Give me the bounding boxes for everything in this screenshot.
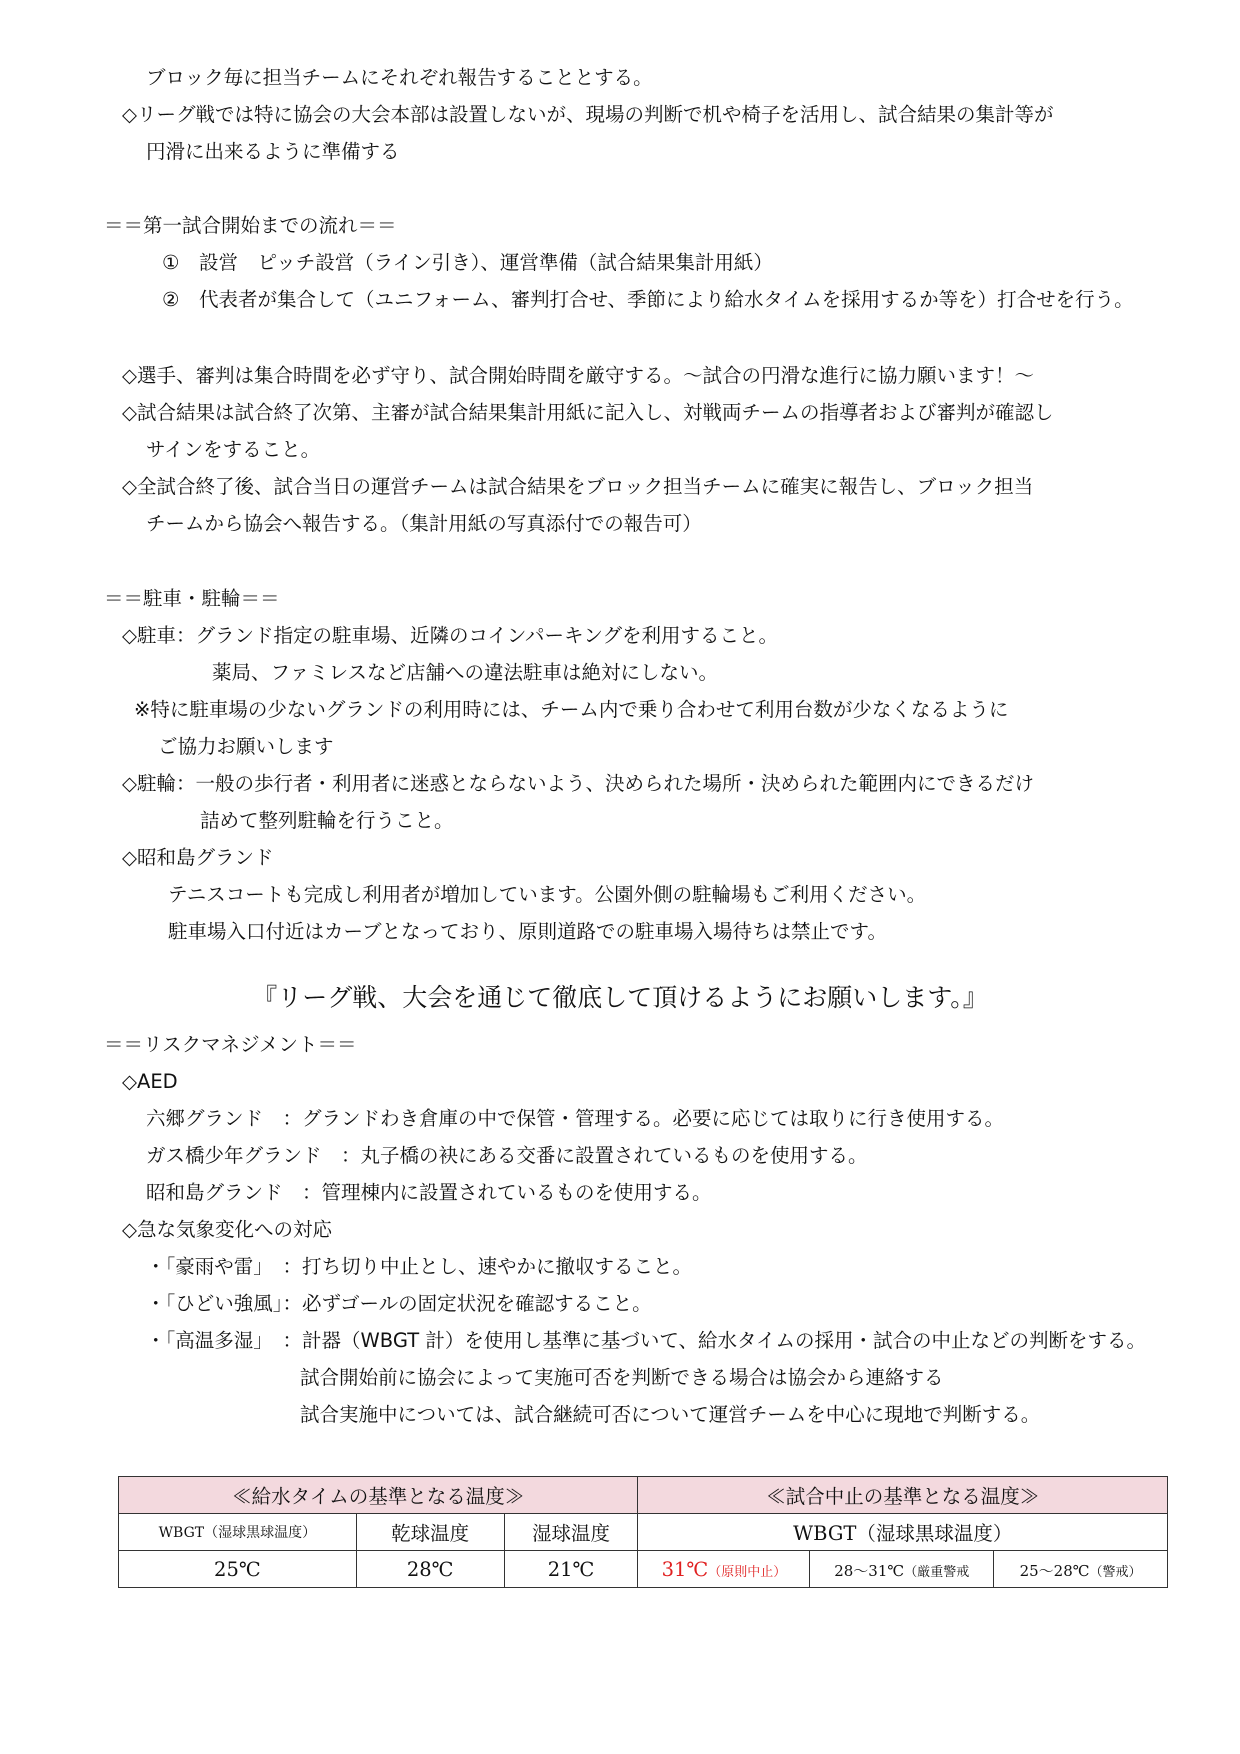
text-line: テニスコートも完成し利用者が増加しています。公園外側の駐輪場もご利用ください。 (168, 883, 927, 906)
text-line: ◇駐輪：一般の歩行者・利用者に迷惑とならないよう、決められた場所・決められた範囲内にできるだけ (122, 772, 1034, 795)
text-line: 駐車場入口付近はカーブとなっており、原則道路での駐車場入場待ちは禁止です。 (168, 920, 887, 943)
text-line: ◇選手、審判は集合時間を必ず守り、試合開始時間を厳守する。～試合の円滑な進行に協力願います！～ (122, 364, 1034, 387)
text-line: ◇リーグ戦では特に協会の大会本部は設置しないが、現場の判断で机や椅子を活用し、試合結果の集計等が (122, 103, 1054, 126)
water-break-criteria-header: ≪給水タイムの基準となる温度≫ (119, 1477, 638, 1514)
dry-bulb-column-header: 乾球温度 (356, 1514, 504, 1551)
text-line: 詰めて整列駐輪を行うこと。 (200, 809, 454, 832)
text-line: ・「豪雨や雷」 ：打ち切り中止とし、速やかに撤収すること。 (146, 1255, 693, 1278)
text-line: ◇全試合終了後、試合当日の運営チームは試合結果をブロック担当チームに確実に報告し、ブロック担当 (122, 475, 1034, 498)
text-line: ブロック毎に担当チームにそれぞれ報告することとする。 (146, 66, 653, 89)
severe-warning-note: （厳重警戒 (904, 1564, 970, 1580)
warning-cell (994, 1551, 1168, 1588)
dry-bulb-value: 28℃ (356, 1551, 504, 1588)
text-line: ◇AED (122, 1070, 178, 1093)
section-heading: ＝＝第一試合開始までの流れ＝＝ (104, 214, 397, 237)
wet-bulb-value: 21℃ (504, 1551, 638, 1588)
text-line: ・「ひどい強風」：必ずゴールの固定状況を確認すること。 (146, 1292, 652, 1315)
match-stop-criteria-header: ≪試合中止の基準となる温度≫ (638, 1477, 1168, 1514)
section-heading: ＝＝リスクマネジメント＝＝ (104, 1033, 357, 1056)
stop-threshold-cell (638, 1551, 810, 1588)
text-line: ◇昭和島グランド (122, 846, 274, 869)
text-line: 薬局、ファミレスなど店舗への違法駐車は絶対にしない。 (212, 661, 719, 684)
text-line: ◇試合結果は試合終了次第、主審が試合結果集計用紙に記入し、対戦両チームの指導者および審判が確認し (122, 401, 1054, 424)
temperature-criteria-table (118, 1476, 1168, 1588)
text-line: ◇駐車：グランド指定の駐車場、近隣のコインパーキングを利用すること。 (122, 624, 778, 647)
text-line: ご協力お願いします (158, 735, 334, 758)
text-line: 試合開始前に協会によって実施可否を判断できる場合は協会から連絡する (300, 1366, 944, 1389)
severe-warning-value: 28～31℃ (834, 1561, 905, 1580)
stop-threshold-note: （原則中止） (708, 1564, 787, 1580)
wbgt-column-header: WBGT（湿球黒球温度） (119, 1514, 357, 1551)
text-line: 円滑に出来るように準備する (146, 140, 400, 163)
wbgt-value: 25℃ (119, 1551, 357, 1588)
text-line: ※特に駐車場の少ないグランドの利用時には、チーム内で乗り合わせて利用台数が少なくなるように (134, 698, 1009, 721)
notice-banner: 『リーグ戦、大会を通じて徹底して頂けるようにお願いします。』 (252, 983, 988, 1012)
text-line: ガス橋少年グランド ：丸子橋の袂にある交番に設置されているものを使用する。 (146, 1144, 868, 1167)
text-line: サインをすること。 (146, 438, 321, 461)
warning-value: 25～28℃ (1019, 1561, 1090, 1580)
text-line: 昭和島グランド ：管理棟内に設置されているものを使用する。 (146, 1181, 712, 1204)
text-line: ① 設営 ピッチ設営（ライン引き）、運営準備（試合結果集計用紙） (162, 251, 773, 274)
wet-bulb-column-header: 湿球温度 (504, 1514, 638, 1551)
text-line: チームから協会へ報告する。（集計用紙の写真添付での報告可） (146, 512, 702, 535)
text-line: 六郷グランド ：グランドわき倉庫の中で保管・管理する。必要に応じては取りに行き使用する。 (146, 1107, 1005, 1130)
stop-threshold-value: 31℃ (661, 1557, 709, 1581)
warning-note: （警戒） (1089, 1564, 1142, 1580)
text-line: 試合実施中については、試合継続可否について運営チームを中心に現地で判断する。 (300, 1403, 1041, 1426)
text-line: ② 代表者が集合して（ユニフォーム、審判打合せ、季節により給水タイムを採用するか等を）打合せを行う。 (162, 288, 1134, 311)
severe-warning-cell (810, 1551, 994, 1588)
text-line: ◇急な気象変化への対応 (122, 1218, 332, 1241)
text-line: ・「高温多湿」 ：計器（WBGT 計）を使用し基準に基づいて、給水タイムの採用・試合の中止などの判断をする。 (146, 1329, 1147, 1352)
wbgt-stop-column-header: WBGT（湿球黒球温度） (638, 1514, 1168, 1551)
section-heading: ＝＝駐車・駐輪＝＝ (104, 587, 280, 610)
